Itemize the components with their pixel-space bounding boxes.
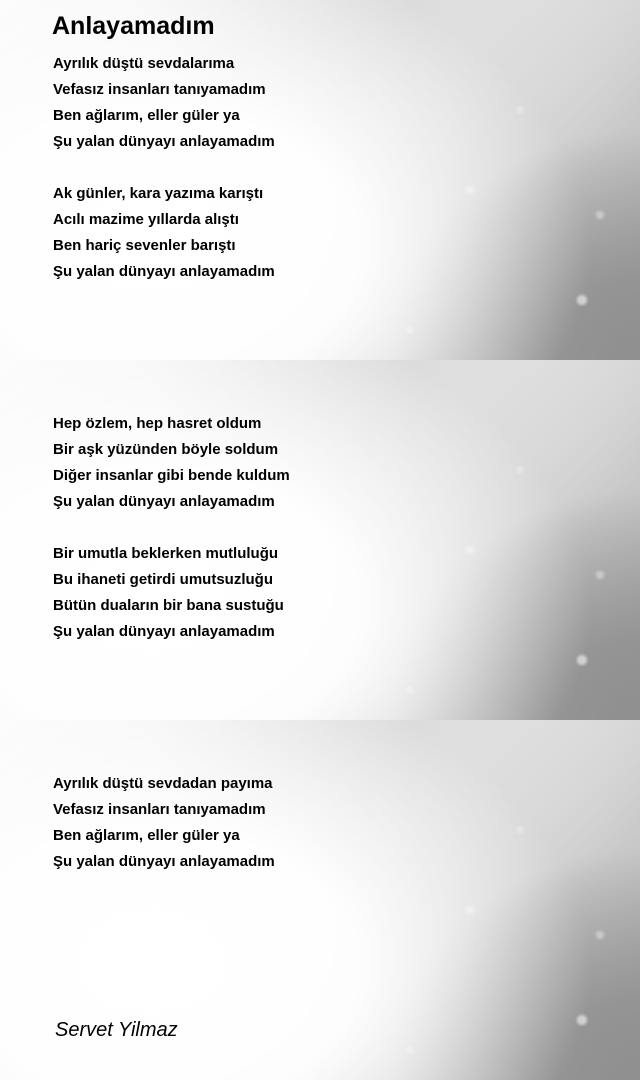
poem-line: Şu yalan dünyayı anlayamadım [53, 133, 275, 150]
stanza-4 [53, 541, 284, 645]
poem-page-3 [0, 720, 640, 1080]
poem-line: Ben hariç sevenler barıştı [53, 237, 236, 254]
poem-line: Ak günler, kara yazıma karıştı [53, 185, 264, 202]
poem-line: Ayrılık düştü sevdadan payıma [53, 775, 273, 792]
poem-page-1 [0, 0, 640, 360]
poem-line: Acılı mazime yıllarda alıştı [53, 211, 239, 228]
poem-page-2 [0, 360, 640, 720]
poem-line: Şu yalan dünyayı anlayamadım [53, 623, 275, 640]
poem-line: Ben ağlarım, eller güler ya [53, 827, 240, 844]
poem-line: Ben ağlarım, eller güler ya [53, 107, 240, 124]
poem-title: Anlayamadım [52, 12, 215, 40]
poem-line: Şu yalan dünyayı anlayamadım [53, 263, 275, 280]
poem-line: Bir aşk yüzünden böyle soldum [53, 441, 279, 458]
poem-line: Vefasız insanları tanıyamadım [53, 81, 266, 98]
poem-line: Vefasız insanları tanıyamadım [53, 801, 266, 818]
poem-line: Bütün duaların bir bana sustuğu [53, 597, 284, 614]
poem-line: Şu yalan dünyayı anlayamadım [53, 493, 275, 510]
stanza-1 [53, 51, 275, 155]
poem-line: Bu ihaneti getirdi umutsuzluğu [53, 571, 273, 588]
stanza-3 [53, 411, 290, 515]
stanza-5 [53, 771, 275, 875]
poem-line: Şu yalan dünyayı anlayamadım [53, 853, 275, 870]
stanza-2 [53, 181, 275, 285]
poem-author: Servet Yilmaz [55, 1019, 178, 1041]
poem-line: Ayrılık düştü sevdalarıma [53, 55, 235, 72]
poem-line: Hep özlem, hep hasret oldum [53, 415, 262, 432]
poem-line: Diğer insanlar gibi bende kuldum [53, 467, 290, 484]
poem-line: Bir umutla beklerken mutluluğu [53, 545, 279, 562]
